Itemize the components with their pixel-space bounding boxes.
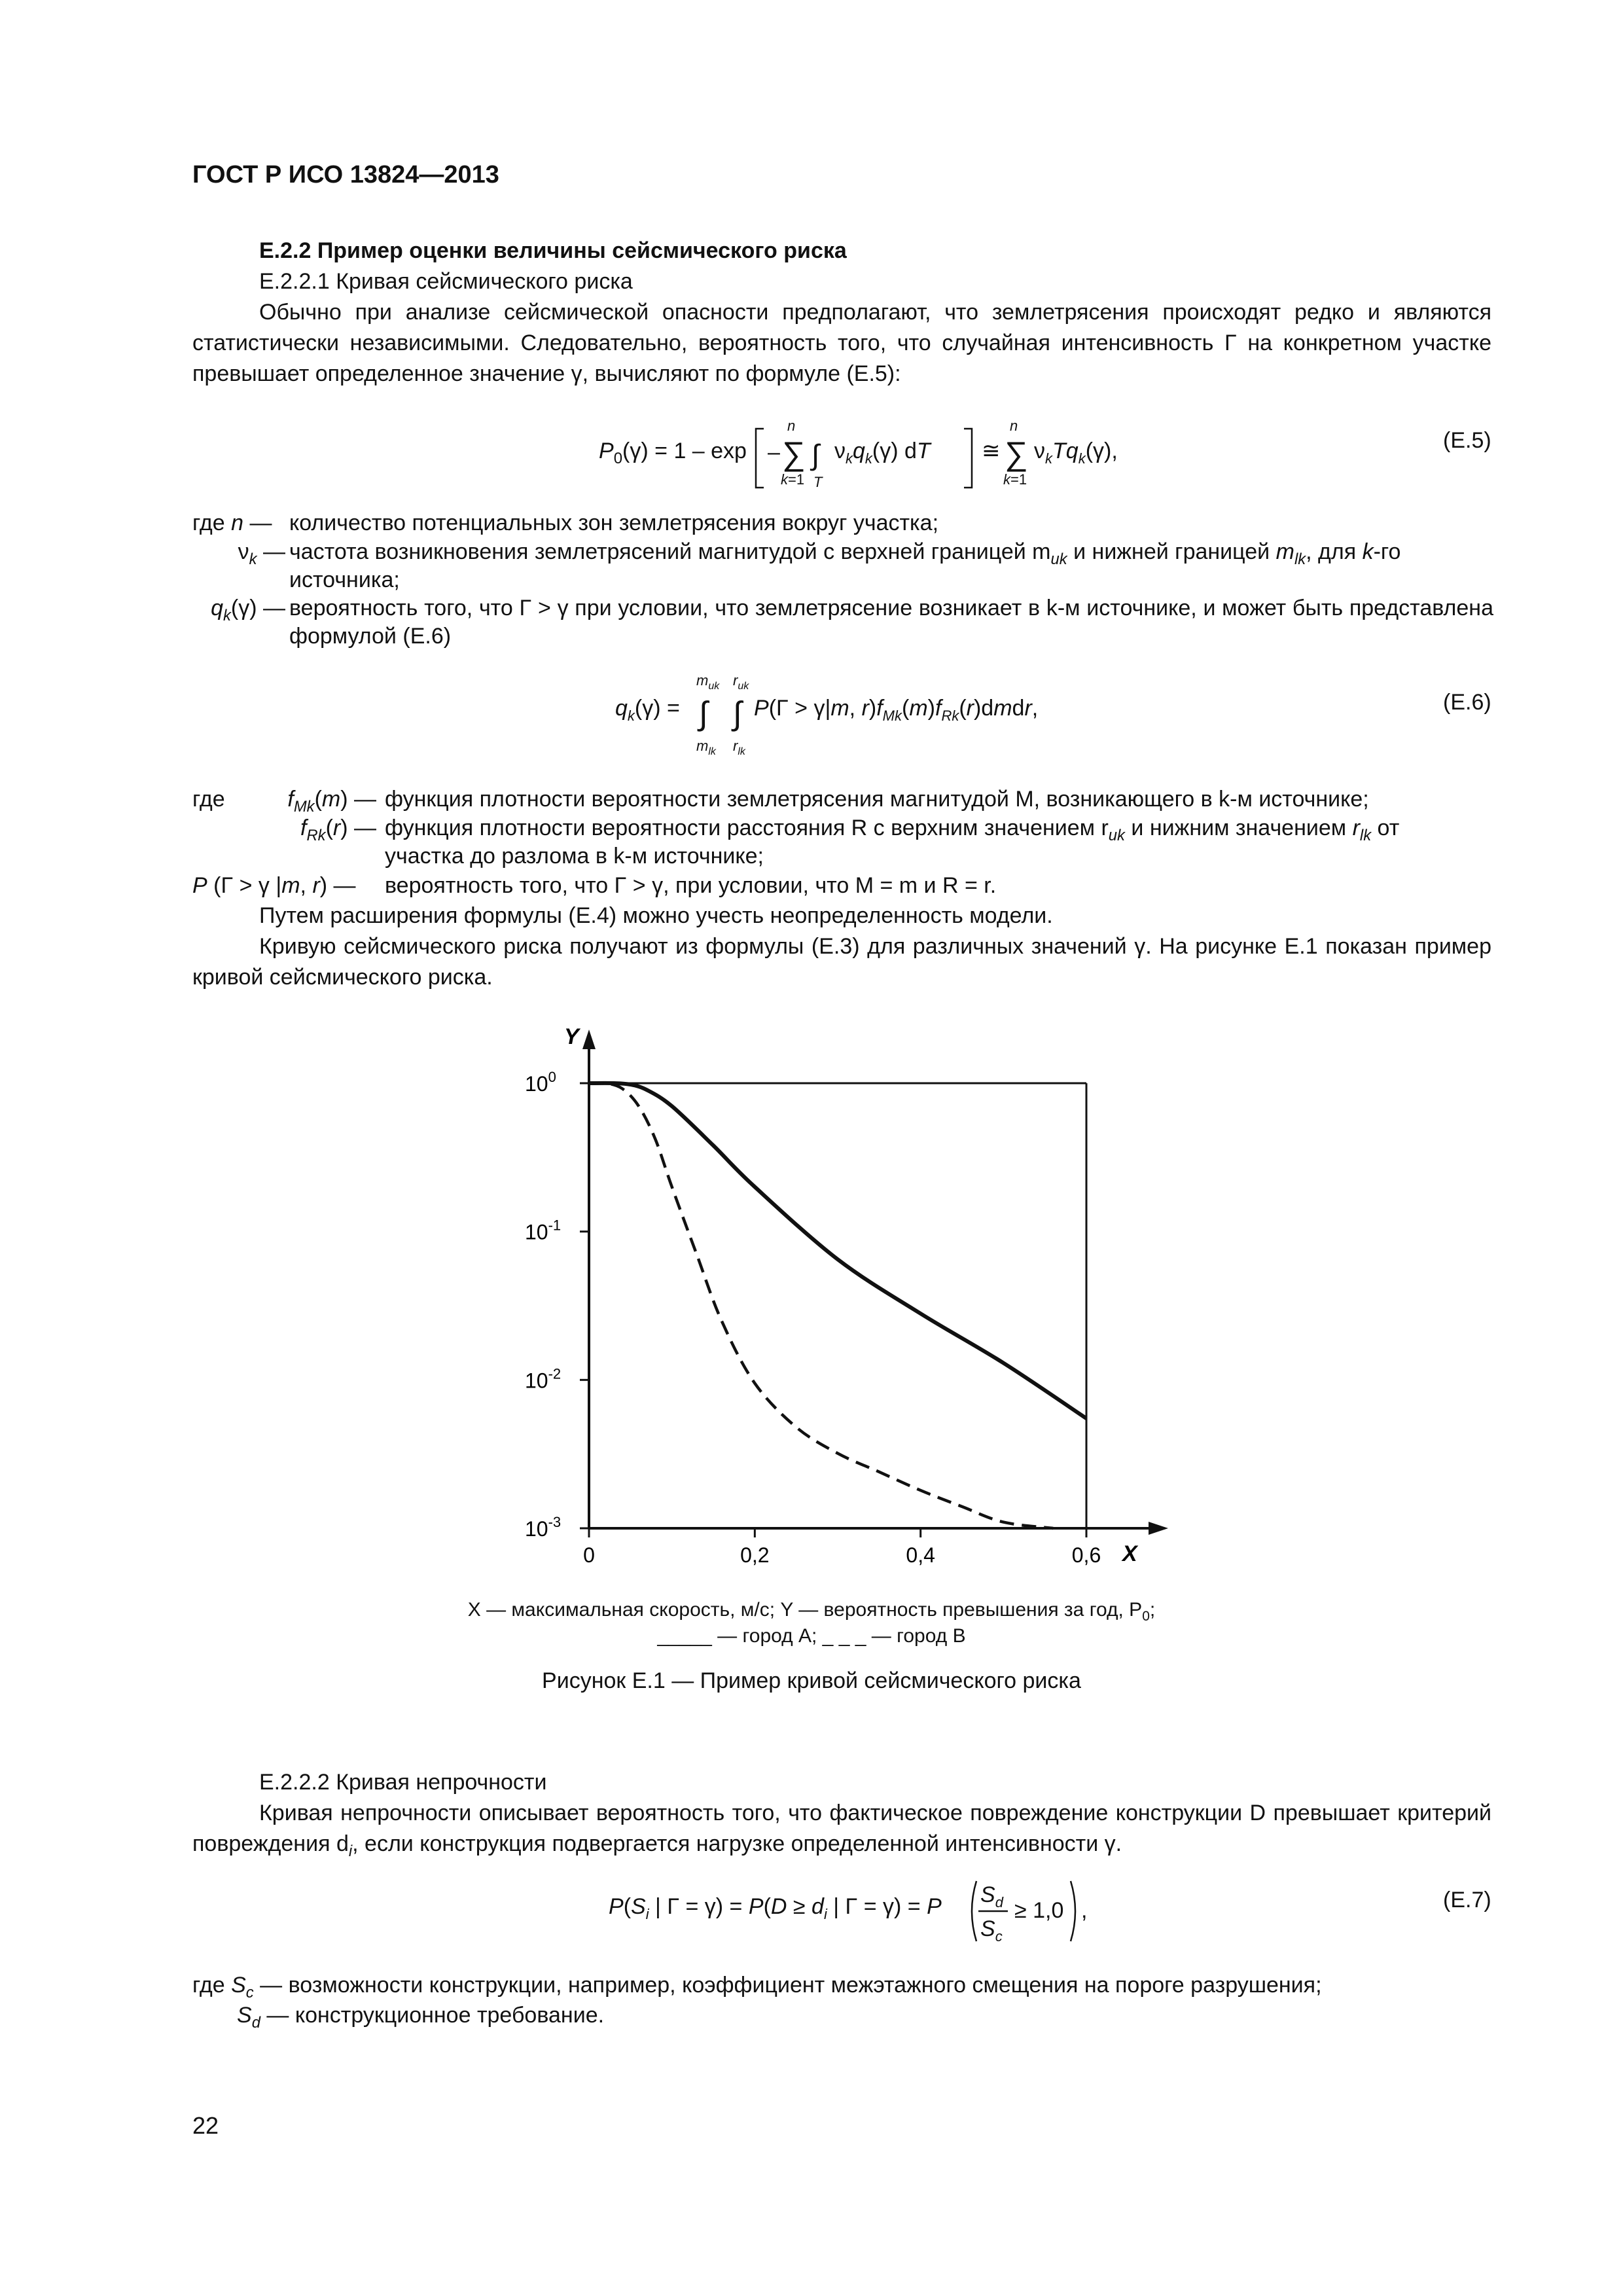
- definition-fmk: функция плотности вероятности землетрясения магнитудой M, возникающего в k-м источнике;: [385, 787, 1369, 812]
- svg-text:k=1: k=1: [1003, 471, 1027, 488]
- svg-text:n: n: [1010, 419, 1018, 434]
- term-q: $q_k(\gamma)$ —: [211, 596, 285, 624]
- svg-text:,: ,: [1081, 1898, 1088, 1923]
- x-tick-label: 0,6: [1071, 1543, 1101, 1567]
- y-tick-label: $10^{-2}$: [525, 1365, 562, 1393]
- equation-e7-number: (E.7): [1443, 1888, 1491, 1912]
- svg-text:∫: ∫: [699, 695, 708, 732]
- svg-text:ruk: $r_{uk}$: [733, 672, 749, 692]
- equation-e7-svg: [609, 1873, 1132, 1952]
- svg-text:–: –: [768, 440, 780, 465]
- equation-e5-number: (E.5): [1443, 428, 1491, 453]
- term-v: $\nu_k$ —: [238, 539, 285, 568]
- svg-text:T: T: [813, 474, 823, 490]
- where-label-2: где: [192, 787, 225, 812]
- x-tick-label: 0,4: [906, 1543, 935, 1567]
- figure-legend: X — максимальная скорость, м/с; Y — вероятность превышения за год, $P_0$; _____ — город A; _ _ _ — город B: [467, 1599, 1156, 1647]
- document-id: ГОСТ Р ИСО 13824—2013: [192, 161, 499, 188]
- y-tick-label: $10^{-1}$: [525, 1217, 562, 1244]
- svg-text:∑: ∑: [782, 435, 806, 472]
- svg-text:P0(γ) = 1 – exp: $P_0(\gamma) = 1 - \exp$: [599, 439, 747, 467]
- definition-p: вероятность того, что Γ > γ, при условии, что M = m и R = r.: [385, 873, 997, 898]
- svg-text:rlk: $r_{lk}$: [733, 738, 745, 757]
- svg-text:∑: ∑: [1005, 435, 1028, 472]
- figure-caption: Рисунок E.1 — Пример кривой сейсмического риска: [542, 1668, 1081, 1693]
- term-fmk: $f_{Mk}(m)$ —: [287, 787, 376, 816]
- svg-text:P(Si | Γ = γ) = P(D ≥ di | Γ =: $P(S_i$ | $\Gamma = \gamma) = P(D \ge d_i$ | Γ = γ) = P: [609, 1894, 942, 1922]
- x-tick-label: 0,2: [740, 1543, 770, 1567]
- y-axis-label: Y: [564, 1024, 579, 1049]
- y-tick-label: $10^{-3}$: [525, 1514, 562, 1541]
- paragraph-1: Обычно при анализе сейсмической опасности предполагают, что землетрясения происходят редко и являются статистически независимыми. Следовательно, вероятность того, что случайная интенсивность Γ на конкретном участке превышает определенное значение γ, вычисляют по формуле (E.5):: [192, 300, 1491, 386]
- definition-q: вероятность того, что Γ > γ при условии, что землетрясение возникает в k-м источнике, и может быть представлена формулой (E.6): [289, 596, 1493, 649]
- x-axis-label: X: [1122, 1541, 1137, 1566]
- term-p: P (Γ > γ |m, r) —: [192, 873, 356, 898]
- svg-text:qk(γ) =: $q_k(\gamma)$ =: [615, 696, 680, 724]
- where-label-1: где n —: [192, 511, 272, 535]
- svg-text:n: n: [787, 419, 796, 434]
- definition-sd: $S_d$ — конструкционное требование.: [237, 2003, 605, 2032]
- series-line-city-b: [589, 1083, 1053, 1528]
- equation-e6-number: (E.6): [1443, 690, 1491, 715]
- svg-text:≅: ≅: [982, 439, 1001, 463]
- x-tick-label: 0: [583, 1543, 595, 1567]
- paragraph-2: Путем расширения формулы (E.4) можно учесть неопределенность модели.: [259, 903, 1053, 928]
- equation-e6: [615, 671, 1204, 762]
- paragraph-3: Кривую сейсмического риска получают из формулы (E.3) для различных значений γ. На рисунке E.1 показан пример кривой сейсмического риска.: [192, 934, 1491, 990]
- subsection-title: E.2.2.1 Кривая сейсмического риска: [259, 269, 633, 294]
- equation-e7: [609, 1873, 1132, 1952]
- svg-text:muk: $m_{uk}$: [696, 672, 720, 692]
- svg-text:mlk: $m_{lk}$: [696, 738, 716, 757]
- svg-text:νkqk(γ) dT: $\nu_kq_k(\gamma)$ dT: [834, 439, 931, 467]
- series-line-city-a: [589, 1083, 1086, 1418]
- svg-text:νkTqk(γ),: $\nu_kTq_k(\gamma)$,: [1034, 439, 1118, 467]
- svg-text:≥ 1,0: ≥ 1,0: [1014, 1898, 1064, 1923]
- svg-text:∫: ∫: [733, 695, 742, 732]
- definition-sc: где $S_c$ — возможности конструкции, например, коэффициент межэтажного смещения на пороге разрушения;: [192, 1973, 1322, 2001]
- svg-text:Sc: $S_c$: [980, 1916, 1003, 1945]
- y-axis-arrow: [582, 1030, 596, 1049]
- term-frk: $f_{Rk}(r)$ —: [300, 816, 376, 844]
- x-axis-arrow: [1149, 1522, 1168, 1535]
- svg-text:k=1: k=1: [781, 471, 805, 488]
- svg-text:∫: ∫: [812, 439, 820, 471]
- definition-frk: функция плотности вероятности расстояния R с верхним значением $r_{uk}$ и нижним значением $r_{lk}$ от участка до разлома в k-м источнике;: [385, 816, 1400, 869]
- equation-e5-svg: [599, 419, 1253, 497]
- equation-e5: [599, 419, 1253, 497]
- svg-text:P(Γ > γ|m, r)fMk(m)fRk(r)dmdr,: P(Γ > γ|m, $r)f_{Mk}(m)f_{Rk}(r)dmdr$,: [754, 696, 1039, 724]
- definition-n: количество потенциальных зон землетрясения вокруг участка;: [289, 511, 939, 535]
- subsection2-title: E.2.2.2 Кривая непрочности: [259, 1770, 547, 1795]
- equation-e6-svg: [615, 671, 1204, 762]
- y-tick-label: $10^0$: [525, 1069, 556, 1096]
- seismic-risk-chart: [510, 1018, 1171, 1594]
- definition-v: частота возникновения землетрясений магнитудой с верхней границей $m_{uk}$ и нижней границей $m_{lk}$, для k-го источника;: [289, 539, 1401, 592]
- subsection2-paragraph: Кривая непрочности описывает вероятность того, что фактическое повреждение конструкции D превышает критерий повреждения $d_i$, если конструкция подвергается нагрузке определенной интенсивности γ.: [192, 1801, 1491, 1860]
- svg-text:Sd: $S_d$: [980, 1882, 1003, 1910]
- section-title: E.2.2 Пример оценки величины сейсмического риска: [259, 238, 847, 263]
- page-number: 22: [192, 2112, 219, 2139]
